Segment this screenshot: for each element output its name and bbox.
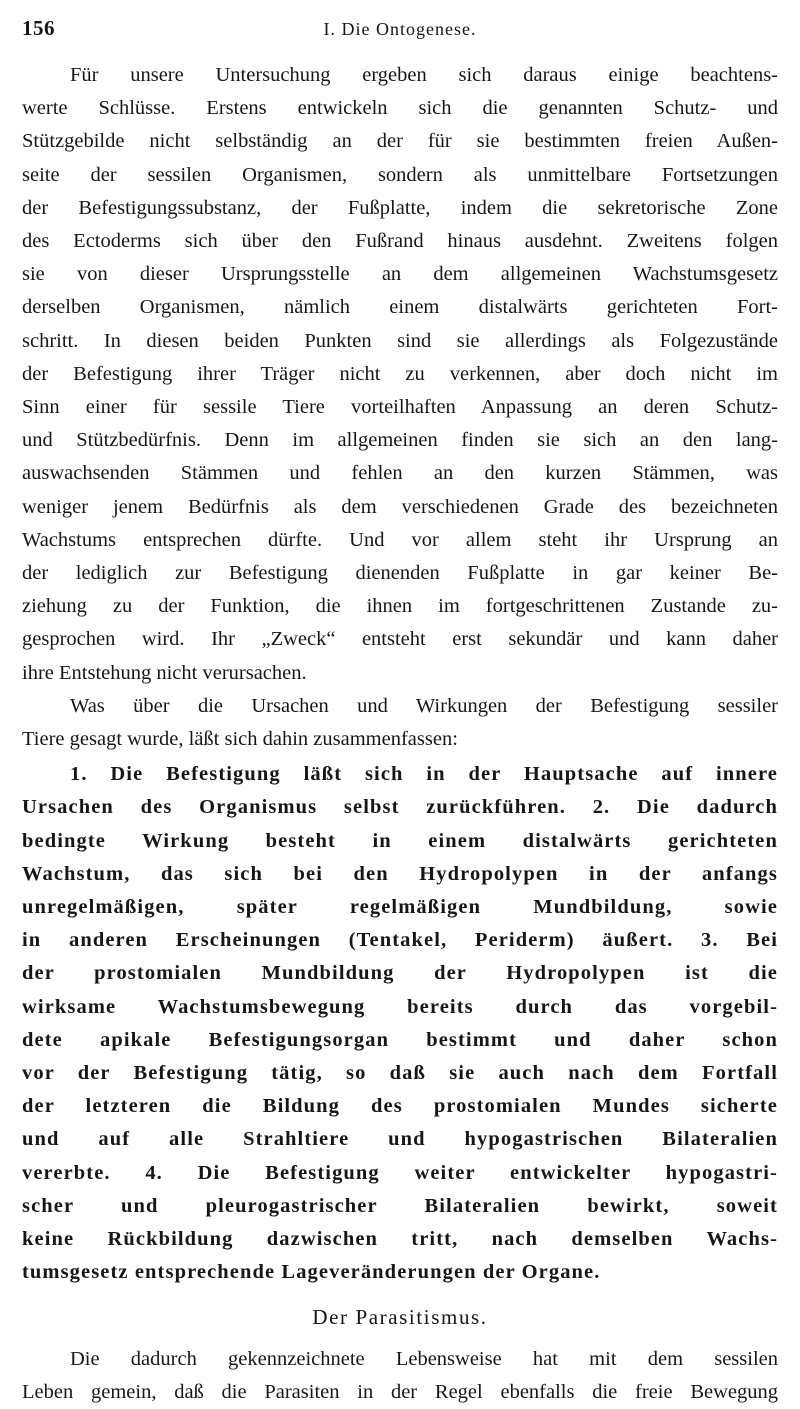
page-number: 156 [22,16,55,40]
body-line: Wachstums entsprechen dürfte. Und vor allem steht ihr Ursprung an [22,529,778,551]
summary-line: Ursachen des Organismus selbst zurückführen. 2. Die dadurch [22,796,778,818]
section-heading: Der Parasitismus. [312,1305,488,1329]
summary-line: in anderen Erscheinungen (Tentakel, Periderm) äußert. 3. Bei [22,929,778,951]
body-line: des Ectoderms sich über den Fußrand hinaus ausdehnt. Zweitens folgen [22,230,778,252]
summary-line: tumsgesetz entsprechende Lageveränderungen der Organe. [22,1261,601,1283]
body-line: Tiere gesagt wurde, läßt sich dahin zusammenfassen: [22,728,458,750]
summary-line: keine Rückbildung dazwischen tritt, nach demselben Wachs- [22,1228,778,1250]
running-head: I. Die Ontogenese. [323,19,477,39]
body-line: weniger jenem Bedürfnis als dem verschiedenen Grade des bezeichneten [22,496,778,518]
body-line: auswachsenden Stämmen und fehlen an den kurzen Stämmen, was [22,462,778,484]
body-line: Für unsere Untersuchung ergeben sich daraus einige beachtens- [70,64,778,86]
summary-line: scher und pleurogastrischer Bilateralien bewirkt, soweit [22,1195,778,1217]
summary-line: bedingte Wirkung besteht in einem distalwärts gerichteten [22,830,778,852]
summary-line: der letzteren die Bildung des prostomialen Mundes sicherte [22,1095,778,1117]
body-line: Sinn einer für sessile Tiere vorteilhaften Anpassung an deren Schutz- [22,396,778,418]
body-line: der lediglich zur Befestigung dienenden Fußplatte in gar keiner Be- [22,562,778,584]
body-line: Die dadurch gekennzeichnete Lebensweise hat mit dem sessilen [70,1348,778,1370]
body-line: schritt. In diesen beiden Punkten sind sie allerdings als Folgezustände [22,330,778,352]
summary-line: und auf alle Strahltiere und hypogastrischen Bilateralien [22,1128,778,1150]
summary-line: dete apikale Befestigungsorgan bestimmt und daher schon [22,1029,778,1051]
summary-line: vererbte. 4. Die Befestigung weiter entwickelter hypogastri- [22,1162,778,1184]
body-line: der Befestigungssubstanz, der Fußplatte, indem die sekretorische Zone [22,197,778,219]
page-header [22,6,778,46]
body-line: werte Schlüsse. Erstens entwickeln sich die genannten Schutz- und [22,97,778,119]
summary-line: Wachstum, das sich bei den Hydropolypen in der anfangs [22,863,778,885]
body-line: seite der sessilen Organismen, sondern als unmittelbare Fortsetzungen [22,164,778,186]
body-line: derselben Organismen, nämlich einem distalwärts gerichteten Fort- [22,296,778,318]
body-line: ziehung zu der Funktion, die ihnen im fortgeschrittenen Zustande zu- [22,595,778,617]
body-line: Was über die Ursachen und Wirkungen der Befestigung sessiler [70,695,778,717]
summary-line: 1. Die Befestigung läßt sich in der Hauptsache auf innere [70,763,778,785]
body-line: und Stützbedürfnis. Denn im allgemeinen finden sie sich an den lang- [22,429,778,451]
summary-line: der prostomialen Mundbildung der Hydropolypen ist die [22,962,778,984]
summary-line: wirksame Wachstumsbewegung bereits durch das vorgebil- [22,996,778,1018]
summary-line: vor der Befestigung tätig, so daß sie auch nach dem Fortfall [22,1062,778,1084]
summary-line: unregelmäßigen, später regelmäßigen Mundbildung, sowie [22,896,778,918]
body-line: Leben gemein, daß die Parasiten in der Regel ebenfalls die freie Bewegung [22,1381,778,1403]
body-line: sie von dieser Ursprungsstelle an dem allgemeinen Wachstumsgesetz [22,263,778,285]
body-line: ihre Entstehung nicht verursachen. [22,662,307,684]
body-line: der Befestigung ihrer Träger nicht zu verkennen, aber doch nicht im [22,363,778,385]
body-line: Stützgebilde nicht selbständig an der für sie bestimmten freien Außen- [22,130,778,152]
body-line: gesprochen wird. Ihr „Zweck“ entsteht erst sekundär und kann daher [22,628,778,650]
